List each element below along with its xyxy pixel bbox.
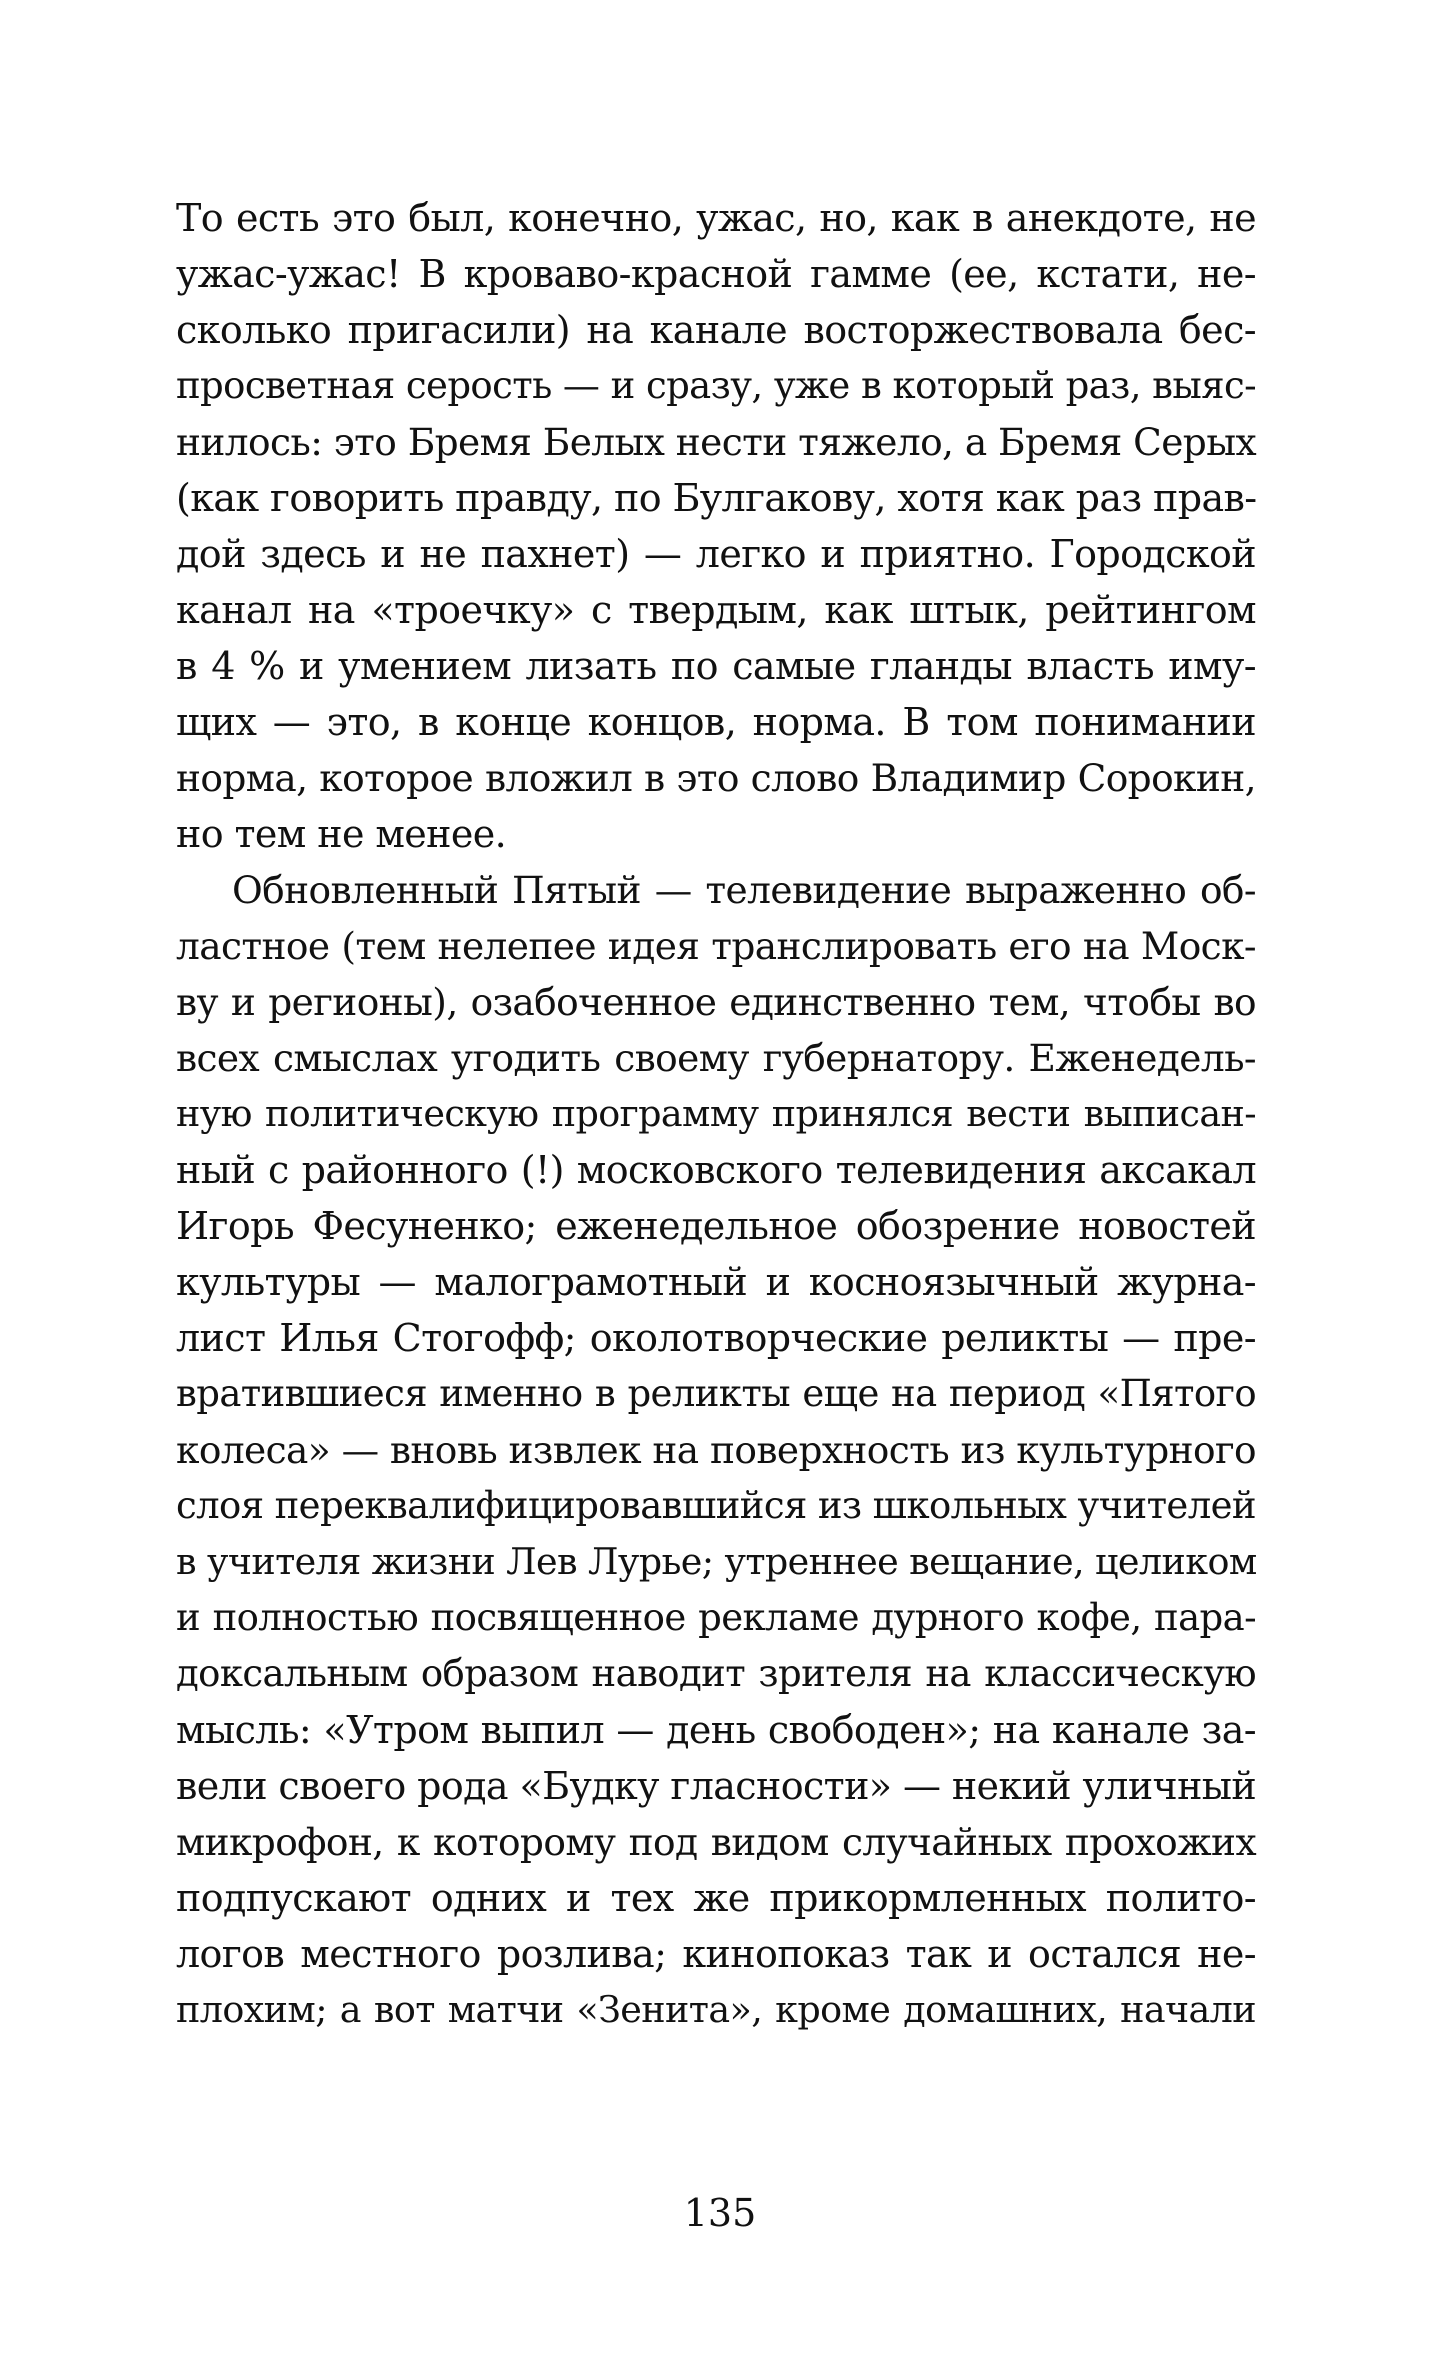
text-line: микрофон, к которому под видом случайных прохожих [176, 1820, 1256, 1864]
text-line: ластное (тем нелепее идея транслировать его на Моск- [176, 924, 1256, 968]
text-line: в 4 % и умением лизать по самые гланды власть иму- [176, 644, 1256, 688]
text-line: дой здесь и не пахнет) — легко и приятно. Городской [176, 532, 1256, 576]
text-line: колеса» — вновь извлек на поверхность из культурного [176, 1428, 1256, 1472]
paragraph-1 [176, 190, 1256, 862]
text-line: вели своего рода «Будку гласности» — некий уличный [176, 1764, 1257, 1808]
text-line: подпускают одних и тех же прикормленных полито- [176, 1876, 1256, 1920]
page-number: 135 [683, 2191, 757, 2235]
text-line: ву и регионы), озабоченное единственно тем, чтобы во [176, 980, 1256, 1024]
text-line: ный с районного (!) московского телевидения аксакал [176, 1148, 1256, 1192]
text-line: (как говорить правду, по Булгакову, хотя как раз прав- [176, 476, 1257, 520]
text-line: сколько пригасили) на канале восторжествовала бес- [176, 308, 1256, 352]
text-line: но тем не менее. [176, 812, 507, 856]
text-line: То есть это был, конечно, ужас, но, как в анекдоте, не [176, 196, 1256, 240]
text-line: культуры — малограмотный и косноязычный журна- [176, 1260, 1256, 1304]
text-line: плохим; а вот матчи «Зенита», кроме домашних, начали [176, 1988, 1256, 2031]
page-text [176, 190, 1256, 2038]
text-line: щих — это, в конце концов, норма. В том понимании [176, 700, 1256, 744]
text-line: всех смыслах угодить своему губернатору. Еженедель- [176, 1036, 1256, 1080]
text-line: в учителя жизни Лев Лурье; утреннее вещание, целиком [176, 1540, 1257, 1583]
text-line: ужас-ужас! В кроваво-красной гамме (ее, кстати, не- [176, 252, 1256, 296]
text-line: слоя переквалифицировавшийся из школьных учителей [176, 1484, 1256, 1527]
text-line: норма, которое вложил в это слово Владимир Сорокин, [176, 756, 1256, 800]
text-line: нилось: это Бремя Белых нести тяжело, а Бремя Серых [176, 420, 1256, 464]
text-line: доксальным образом наводит зрителя на классическую [176, 1652, 1256, 1695]
text-line: лист Илья Стогофф; околотворческие реликты — пре- [176, 1316, 1256, 1360]
text-line: канал на «троечку» с твердым, как штык, рейтингом [176, 588, 1256, 632]
text-line: логов местного розлива; кинопоказ так и остался не- [176, 1932, 1256, 1976]
text-line: мысль: «Утром выпил — день свободен»; на канале за- [176, 1708, 1256, 1752]
text-line: Игорь Фесуненко; еженедельное обозрение новостей [176, 1204, 1256, 1248]
text-line: Обновленный Пятый — телевидение выраженно об- [232, 868, 1256, 912]
paragraph-2 [176, 862, 1256, 2038]
text-line: ную политическую программу принялся вести выписан- [176, 1092, 1256, 1135]
text-line: вратившиеся именно в реликты еще на период «Пятого [176, 1372, 1256, 1415]
text-line: и полностью посвященное рекламе дурного кофе, пара- [176, 1596, 1256, 1639]
text-line: просветная серость — и сразу, уже в который раз, выяс- [176, 364, 1256, 407]
